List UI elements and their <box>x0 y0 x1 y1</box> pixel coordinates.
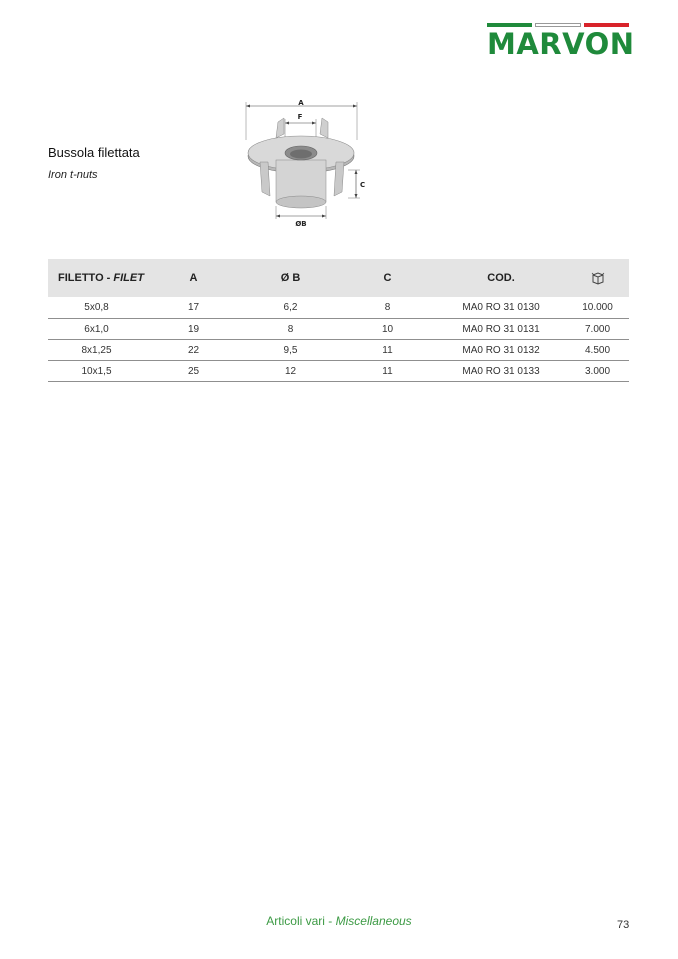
cell-b: 8 <box>287 323 294 335</box>
table-row <box>48 361 629 382</box>
cell-cod: MA0 RO 31 0132 <box>462 344 540 356</box>
cell-qty: 10.000 <box>582 302 613 313</box>
brand-name: MARVON <box>487 27 635 61</box>
page-number: 73 <box>617 919 630 931</box>
cell-c: 8 <box>384 302 391 313</box>
header-filetto <box>48 272 145 284</box>
header-a: A <box>189 272 198 284</box>
cell-b: 9,5 <box>283 344 298 356</box>
cell-a: 19 <box>187 323 200 335</box>
product-table <box>48 259 629 382</box>
product-title: Bussola filettata <box>48 145 140 160</box>
cell-qty: 7.000 <box>584 323 611 335</box>
brand-logo <box>487 23 635 61</box>
cell-a: 17 <box>187 302 200 313</box>
cell-b: 6,2 <box>283 302 298 313</box>
header-pack <box>566 271 629 285</box>
table-header <box>48 259 629 297</box>
table-row <box>48 340 629 361</box>
dim-label-c: C <box>360 181 366 189</box>
cell-cod: MA0 RO 31 0130 <box>462 302 540 313</box>
dim-label-a: A <box>298 99 304 107</box>
cell-c: 11 <box>382 344 393 356</box>
header-filetto-en: FILET <box>113 272 144 284</box>
table-body <box>48 297 629 382</box>
header-cod: COD. <box>487 272 515 284</box>
header-b: Ø B <box>280 272 301 284</box>
dim-label-f: F <box>297 113 303 121</box>
cell-b: 12 <box>284 365 297 377</box>
cell-qty: 4.500 <box>584 344 611 356</box>
t-nut-drawing <box>240 98 375 230</box>
cell-cod: MA0 RO 31 0131 <box>462 323 540 335</box>
header-c: C <box>383 272 392 284</box>
footer-section-en: Miscellaneous <box>335 914 412 928</box>
cell-filetto: 6x1,0 <box>84 323 109 335</box>
box-icon <box>591 271 605 285</box>
table-row <box>48 319 629 340</box>
cell-a: 22 <box>187 344 200 356</box>
dim-label-b: ØB <box>295 220 307 228</box>
cell-c: 10 <box>381 323 394 335</box>
footer-section <box>0 914 678 928</box>
cell-filetto: 5x0,8 <box>84 302 109 313</box>
cell-c: 11 <box>382 365 393 377</box>
cell-qty: 3.000 <box>584 365 611 377</box>
footer-section-it: Articoli vari - <box>266 914 336 928</box>
cell-filetto: 10x1,5 <box>81 365 112 377</box>
product-subtitle: Iron t-nuts <box>48 169 98 181</box>
cell-filetto: 8x1,25 <box>81 344 112 356</box>
cell-cod: MA0 RO 31 0133 <box>462 365 540 377</box>
table-row <box>48 297 629 319</box>
header-filetto-it: FILETTO - <box>58 272 114 284</box>
cell-a: 25 <box>187 365 200 377</box>
